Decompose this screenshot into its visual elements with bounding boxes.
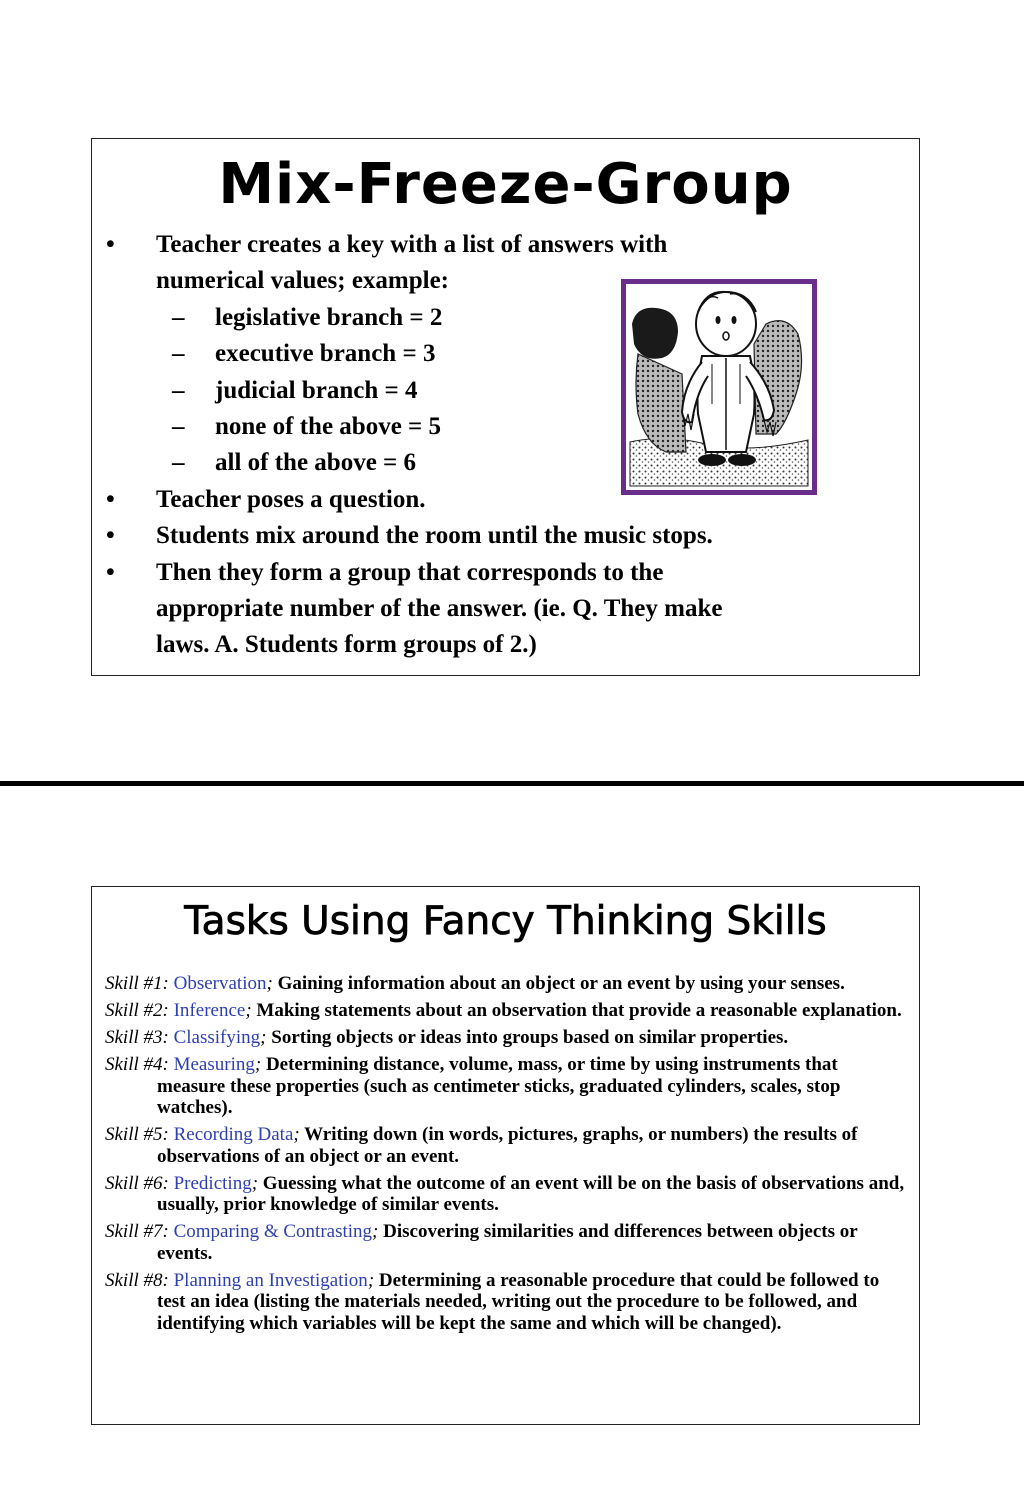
skill-separator: ; — [251, 1172, 259, 1194]
skill-number: Skill #6: — [105, 1172, 169, 1194]
sub-item-text: none of the above = 5 — [215, 413, 442, 441]
bullet-line: laws. A. Students form groups of 2.) — [156, 631, 537, 659]
skill-description: Guessing what the outcome of an event will be on the basis of observations and, usually, prior knowledge of similar events. — [157, 1172, 905, 1215]
sub-item-text: all of the above = 6 — [215, 449, 417, 477]
skill-item — [105, 1173, 905, 1216]
bullet-line: appropriate number of the answer. (ie. Q. They make — [156, 595, 723, 623]
skill-description: Sorting objects or ideas into groups based on similar properties. — [266, 1027, 789, 1048]
skill-item — [105, 973, 905, 995]
skill-description: Writing down (in words, pictures, graphs, or numbers) the results of observations of an object or an event. — [157, 1124, 858, 1167]
dash-glyph: – — [172, 376, 185, 404]
skill-name: Inference — [173, 1000, 246, 1021]
skill-description: Discovering similarities and differences between objects or events. — [157, 1221, 858, 1264]
dash-glyph: – — [172, 413, 185, 441]
skill-name: Classifying — [173, 1027, 261, 1048]
slide-title: Tasks Using Fancy Thinking Skills — [184, 899, 827, 944]
bullet-line: numerical values; example: — [156, 267, 450, 295]
page-divider — [0, 781, 1024, 786]
skills-list — [105, 973, 905, 1340]
skill-name: Predicting — [173, 1172, 252, 1194]
skill-separator: ; — [372, 1221, 379, 1242]
skill-item — [105, 1221, 905, 1264]
skill-description: Determining distance, volume, mass, or time by using instruments that measure these properties (such as centimeter sticks, graduated cylinders, scales, stop watches). — [157, 1054, 841, 1118]
bullet-glyph: • — [106, 522, 115, 550]
skill-separator: ; — [367, 1269, 375, 1291]
skill-item — [105, 1270, 905, 1335]
skill-description: Making statements about an observation that provide a reasonable explanation. — [251, 1000, 902, 1021]
bullet-glyph: • — [106, 558, 115, 586]
dash-glyph: – — [172, 303, 185, 331]
skill-number: Skill #8: — [105, 1269, 169, 1291]
skill-description: Determining a reasonable procedure that could be followed to test an idea (listing the materials needed, writing out the procedure to be followed, and identifying which variables will be kept the same and which will be changed). — [157, 1269, 880, 1334]
cartoon-figure-icon — [626, 284, 812, 490]
frozen-student-illustration — [621, 279, 817, 495]
bullet-line: Students mix around the room until the music stops. — [156, 522, 713, 550]
skill-number: Skill #5: — [105, 1124, 169, 1145]
bullet-line: Then they form a group that corresponds to the — [156, 558, 664, 586]
slide-mix-freeze-group — [91, 138, 920, 676]
skill-number: Skill #7: — [105, 1221, 169, 1242]
bullet-item — [92, 555, 892, 664]
dash-glyph: – — [172, 449, 185, 477]
bullet-glyph: • — [106, 231, 115, 258]
skill-name: Recording Data — [173, 1124, 294, 1145]
skill-number: Skill #4: — [105, 1054, 169, 1075]
skill-separator: ; — [245, 1000, 252, 1021]
skill-name: Observation — [173, 973, 267, 994]
skill-item — [105, 1027, 905, 1049]
skill-description: Gaining information about an object or an event by using your senses. — [272, 973, 845, 994]
skill-item — [105, 1054, 905, 1119]
bullet-line: Teacher poses a question. — [156, 485, 426, 513]
skill-number: Skill #3: — [105, 1027, 169, 1048]
slide-title: Mix-Freeze-Group — [218, 152, 793, 217]
skill-separator: ; — [260, 1027, 267, 1048]
skill-item — [105, 1124, 905, 1167]
sub-item-text: judicial branch = 4 — [215, 376, 418, 404]
skill-name: Measuring — [173, 1054, 255, 1075]
skill-item — [105, 1000, 905, 1022]
sub-item-text: legislative branch = 2 — [215, 303, 443, 331]
bullet-item — [92, 518, 892, 554]
skill-number: Skill #2: — [105, 1000, 169, 1021]
sub-item-text: executive branch = 3 — [215, 340, 436, 368]
slide-thinking-skills — [91, 886, 920, 1425]
bullet-line: Teacher creates a key with a list of answers with — [156, 231, 668, 258]
skill-number: Skill #1: — [105, 973, 169, 994]
skill-separator: ; — [293, 1124, 300, 1145]
skill-name: Comparing & Contrasting — [173, 1221, 373, 1242]
skill-separator: ; — [266, 973, 273, 994]
dash-glyph: – — [172, 340, 185, 368]
skill-name: Planning an Investigation — [173, 1269, 368, 1291]
bullet-glyph: • — [106, 485, 115, 513]
skill-separator: ; — [254, 1054, 262, 1075]
